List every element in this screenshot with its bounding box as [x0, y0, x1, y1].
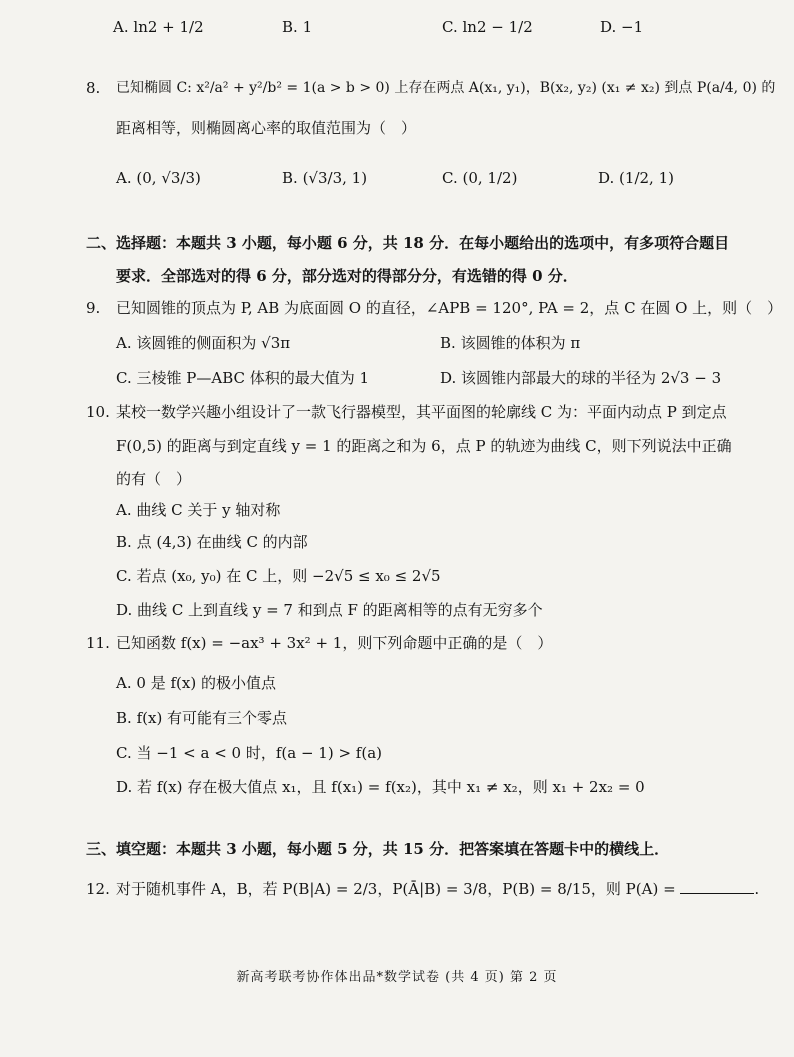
q9-option-c: C. 三棱锥 P—ABC 体积的最大值为 1 — [116, 369, 370, 387]
q8-option-d: D. (1/2, 1) — [598, 169, 674, 187]
q9-stem: 已知圆锥的顶点为 P, AB 为底面圆 O 的直径，∠APB = 120°, PA = 2，点 C 在圆 O 上，则（ ） — [116, 299, 783, 317]
q12-stem-text: 对于随机事件 A，B，若 P(B|A) = 2/3，P(Ā|B) = 3/8，P(B) = 8/15，则 P(A) = — [116, 880, 676, 898]
q7-option-d: D. −1 — [600, 18, 644, 36]
q12-end: . — [754, 880, 760, 898]
q11-stem: 已知函数 f(x) = −ax³ + 3x² + 1，则下列命题中正确的是（ ） — [116, 634, 553, 652]
q10-option-b: B. 点 (4,3) 在曲线 C 的内部 — [116, 533, 308, 551]
q10-option-a: A. 曲线 C 关于 y 轴对称 — [116, 501, 281, 519]
q11-option-d: D. 若 f(x) 存在极大值点 x₁，且 f(x₁) = f(x₂)，其中 x₁ ≠ x₂，则 x₁ + 2x₂ = 0 — [116, 778, 645, 796]
q12-stem — [116, 879, 759, 899]
q9-option-d: D. 该圆锥内部最大的球的半径为 2√3 − 3 — [440, 369, 722, 387]
answer-blank[interactable] — [680, 879, 754, 894]
q10-stem-line1: 某校一数学兴趣小组设计了一款飞行器模型，其平面图的轮廓线 C 为：平面内动点 P 到定点 — [116, 403, 727, 421]
section2-heading-line1: 二、选择题：本题共 3 小题，每小题 6 分，共 18 分．在每小题给出的选项中，有多项符合题目 — [86, 234, 730, 252]
q7-option-b: B. 1 — [282, 18, 313, 36]
section2-heading-line2: 要求．全部选对的得 6 分，部分选对的得部分分，有选错的得 0 分． — [116, 267, 578, 285]
q8-stem-line2: 距离相等，则椭圆离心率的取值范围为（ ） — [116, 119, 417, 137]
q11-option-b: B. f(x) 有可能有三个零点 — [116, 709, 288, 727]
q8-number: 8. — [86, 79, 101, 97]
q8-stem-line1: 已知椭圆 C: x²/a² + y²/b² = 1(a > b > 0) 上存在两点 A(x₁, y₁)，B(x₂, y₂) (x₁ ≠ x₂) 到点 P(a/4, 0) 的 — [116, 80, 776, 96]
q8-option-b: B. (√3/3, 1) — [282, 169, 368, 187]
q12-number: 12. — [86, 880, 110, 898]
section3-heading: 三、填空题：本题共 3 小题，每小题 5 分，共 15 分．把答案填在答题卡中的横线上． — [86, 840, 670, 858]
q10-option-c: C. 若点 (x₀, y₀) 在 C 上，则 −2√5 ≤ x₀ ≤ 2√5 — [116, 567, 441, 585]
q8-option-a: A. (0, √3/3) — [116, 169, 201, 187]
q7-option-c: C. ln2 − 1/2 — [442, 18, 533, 36]
q7-option-a: A. ln2 + 1/2 — [113, 18, 204, 36]
q9-number: 9. — [86, 299, 101, 317]
q11-option-c: C. 当 −1 < a < 0 时，f(a − 1) > f(a) — [116, 744, 382, 762]
page-footer: 新高考联考协作体出品*数学试卷 (共 4 页) 第 2 页 — [236, 970, 558, 985]
q10-number: 10. — [86, 403, 110, 421]
q9-option-a: A. 该圆锥的侧面积为 √3π — [116, 334, 291, 352]
q8-option-c: C. (0, 1/2) — [442, 169, 518, 187]
q10-stem-line3: 的有（ ） — [116, 470, 192, 488]
q10-option-d: D. 曲线 C 上到直线 y = 7 和到点 F 的距离相等的点有无穷多个 — [116, 601, 543, 619]
q10-stem-line2: F(0,5) 的距离与到定直线 y = 1 的距离之和为 6，点 P 的轨迹为曲线 C，则下列说法中正确 — [116, 437, 732, 455]
q9-option-b: B. 该圆锥的体积为 π — [440, 334, 581, 352]
q11-option-a: A. 0 是 f(x) 的极小值点 — [116, 674, 276, 692]
q11-number: 11. — [86, 634, 110, 652]
